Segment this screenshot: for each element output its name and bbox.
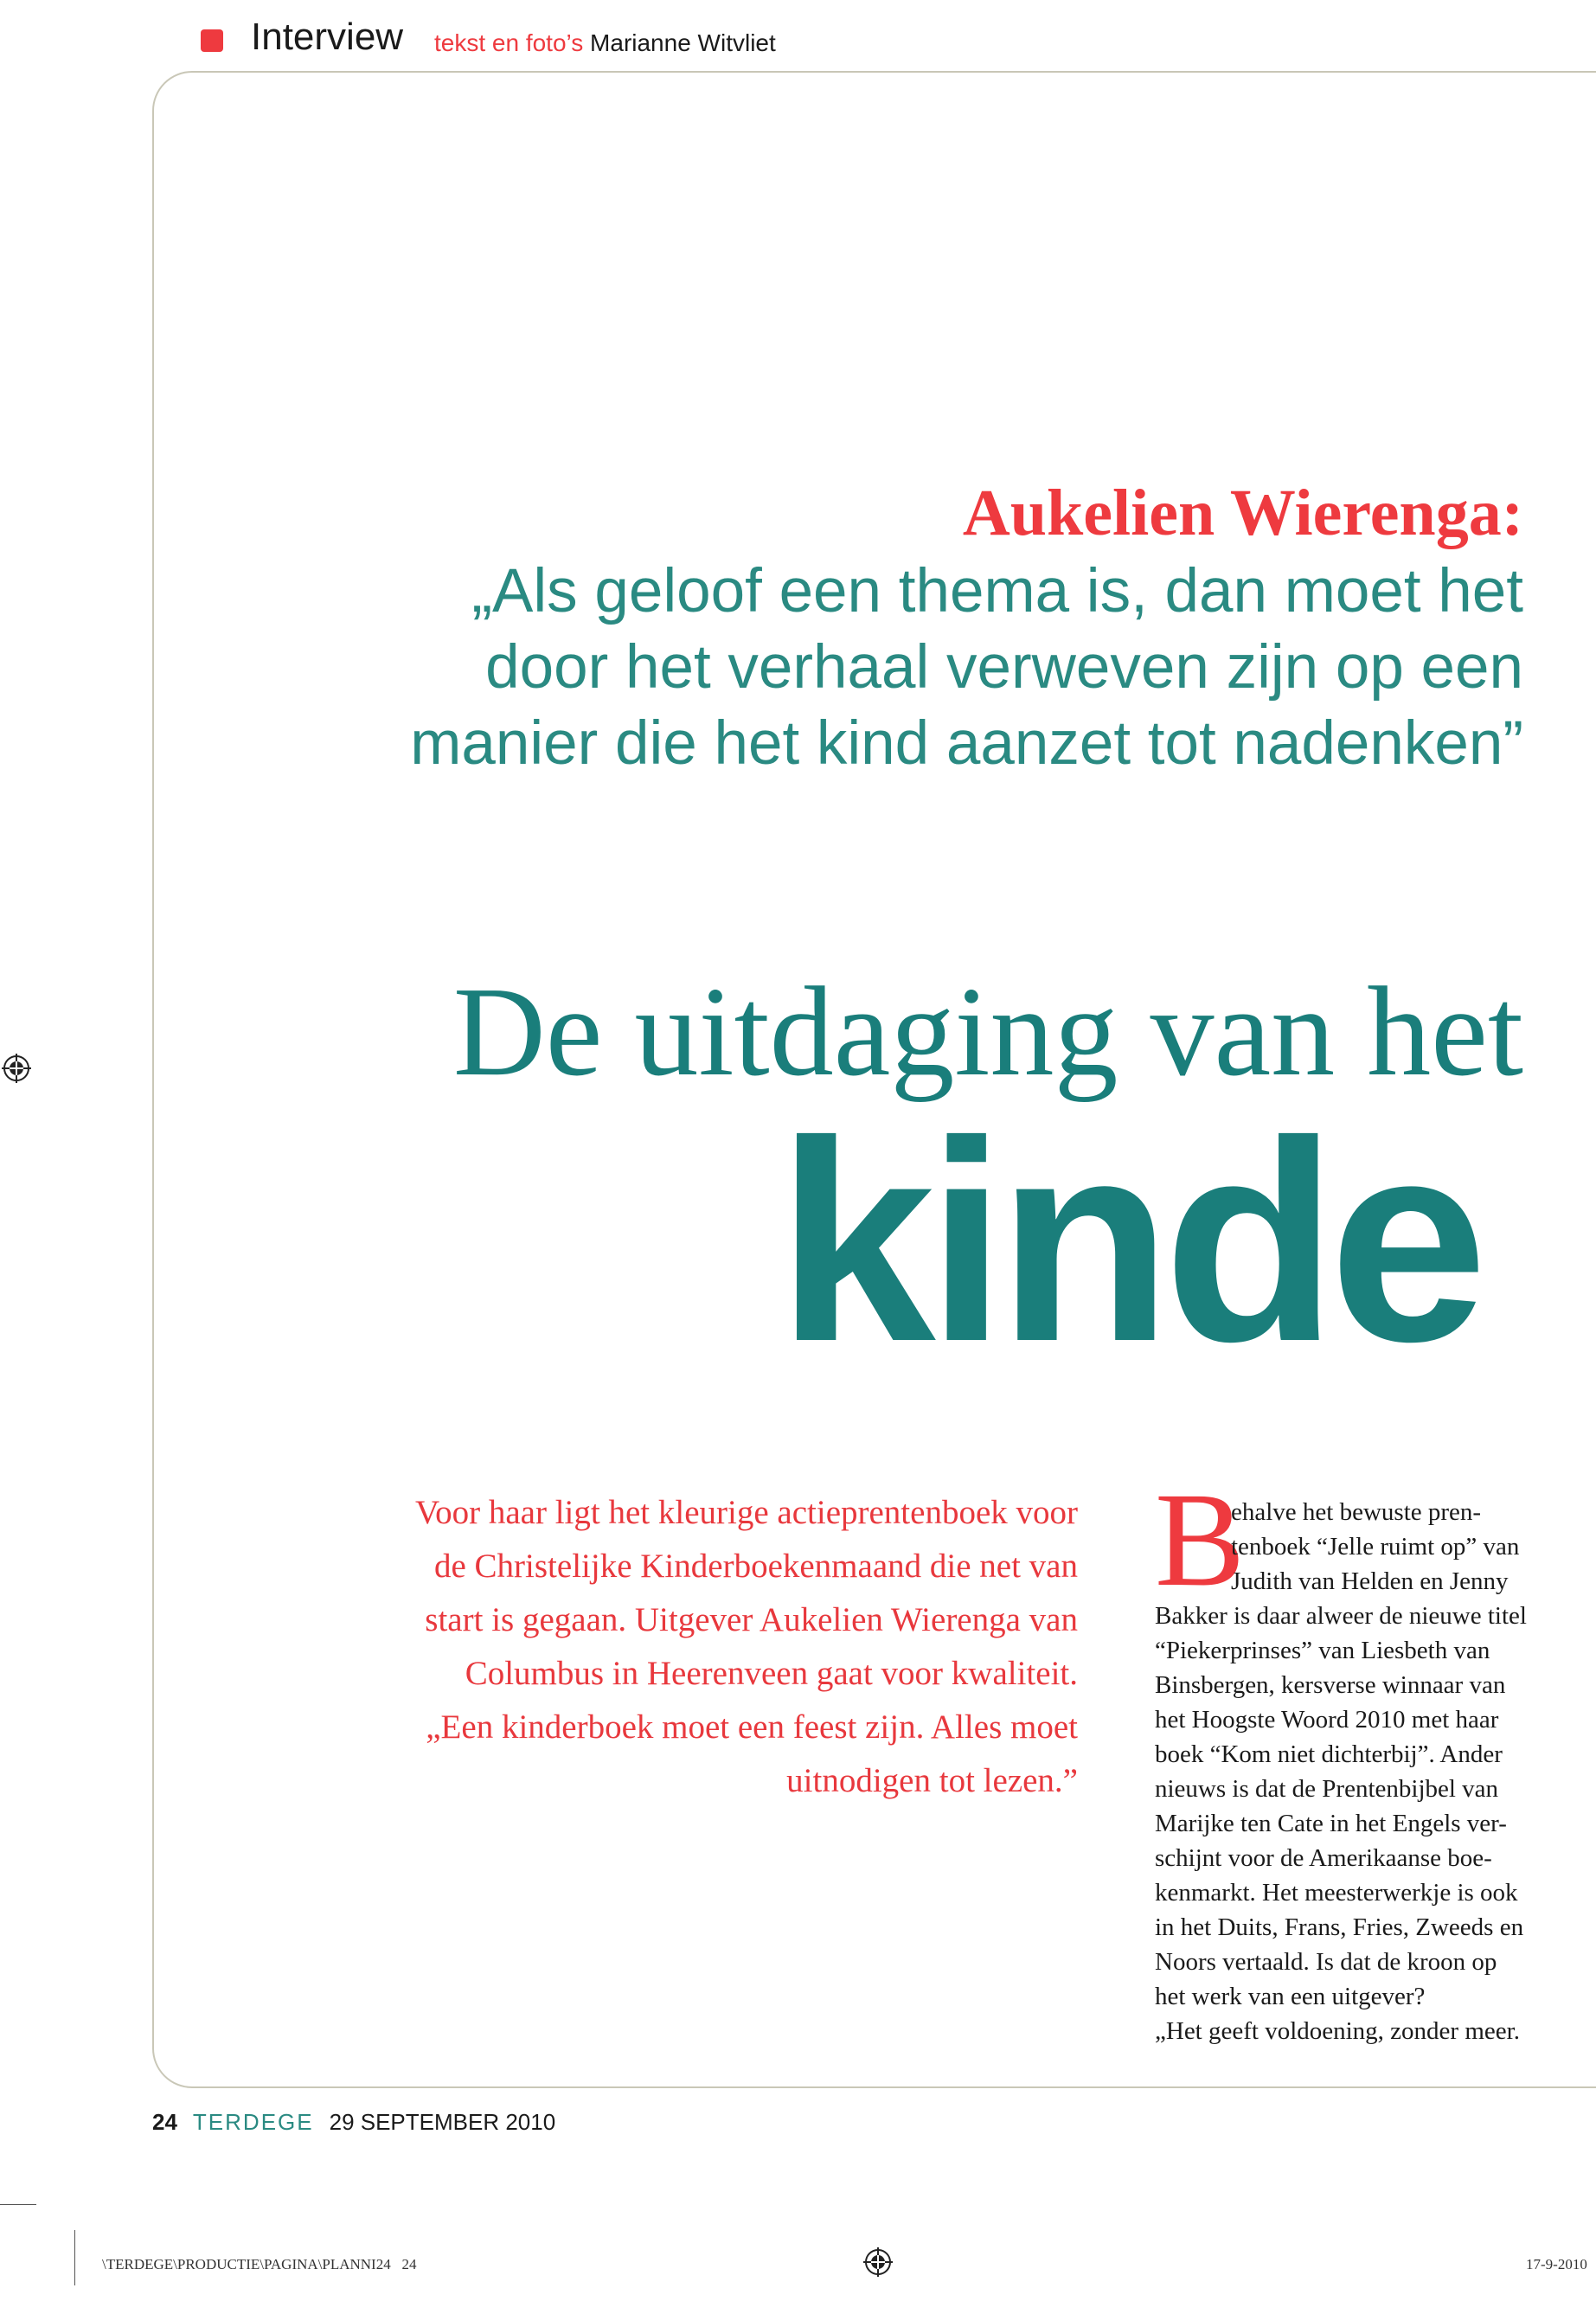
byline-prefix: tekst en foto’s [434, 29, 584, 56]
drop-cap: B [1155, 1465, 1246, 1614]
byline [434, 29, 776, 57]
body-line: ehalve het bewuste pren- [1231, 1498, 1482, 1526]
body-line: Noors vertaald. Is dat de kroon op [1155, 1948, 1497, 1976]
issue-date: 29 SEPTEMBER 2010 [329, 2109, 556, 2135]
registration-mark-icon [863, 2247, 893, 2277]
registration-mark-icon [2, 1054, 31, 1083]
pull-quote [312, 554, 1523, 782]
slug-date: 17-9-2010 [1526, 2256, 1587, 2272]
body-line: Judith van Helden en Jenny [1231, 1567, 1509, 1595]
intro-line: Columbus in Heerenveen gaat voor kwaliteit. [465, 1655, 1078, 1692]
body-line: het Hoogste Woord 2010 met haar [1155, 1706, 1499, 1734]
headline-line-2: kinde [777, 1081, 1479, 1400]
crop-mark [0, 2204, 36, 2205]
byline-author: Marianne Witvliet [590, 29, 776, 56]
article-intro [329, 1486, 1078, 1808]
intro-line: „Een kinderboek moet een feest zijn. Alles moet [426, 1708, 1078, 1746]
body-line: in het Duits, Frans, Fries, Zweeds en [1155, 1913, 1524, 1941]
pull-quote-line: door het verhaal verweven zijn op een [485, 633, 1523, 702]
body-column [1155, 1495, 1570, 2048]
body-line: kenmarkt. Het meesterwerkje is ook [1155, 1879, 1518, 1907]
section-label: Interview [251, 16, 404, 58]
intro-line: uitnodigen tot lezen.” [786, 1762, 1078, 1799]
interview-subject: Aukelien Wierenga: [962, 477, 1523, 549]
slug-page: 24 [401, 2256, 417, 2272]
body-line: schijnt voor de Amerikaanse boe- [1155, 1844, 1492, 1872]
body-line: Binsbergen, kersverse winnaar van [1155, 1671, 1506, 1699]
body-line: „Het geeft voldoening, zonder meer. [1155, 2017, 1520, 2045]
magazine-name: TERDEGE [192, 2109, 314, 2135]
page-number: 24 [152, 2109, 177, 2135]
body-line: Marijke ten Cate in het Engels ver- [1155, 1810, 1507, 1837]
body-line: boek “Kom niet dichterbij”. Ander [1155, 1740, 1503, 1768]
intro-line: start is gegaan. Uitgever Aukelien Wierenga van [425, 1601, 1078, 1638]
pull-quote-line: manier die het kind aanzet tot nadenken” [410, 709, 1523, 778]
slug-line [102, 2256, 416, 2273]
slug-path: \TERDEGE\PRODUCTIE\PAGINA\PLANNI24 [102, 2256, 391, 2272]
body-line: nieuws is dat de Prentenbijbel van [1155, 1775, 1499, 1803]
crop-mark [74, 2230, 75, 2285]
headline-line-1: De uitdaging van het [452, 961, 1523, 1103]
intro-line: Voor haar ligt het kleurige actieprentenboek voor [414, 1494, 1078, 1531]
body-line: het werk van een uitgever? [1155, 1983, 1426, 2010]
body-line: tenboek “Jelle ruimt op” van [1231, 1533, 1520, 1561]
intro-line: de Christelijke Kinderboekenmaand die net van [433, 1548, 1078, 1585]
body-line: “Piekerprinses” van Liesbeth van [1155, 1637, 1490, 1664]
pull-quote-line: „Als geloof een thema is, dan moet het [471, 557, 1523, 625]
body-line: Bakker is daar alweer de nieuwe titel [1155, 1602, 1527, 1630]
page-folio [152, 2109, 555, 2136]
section-marker [201, 29, 223, 52]
